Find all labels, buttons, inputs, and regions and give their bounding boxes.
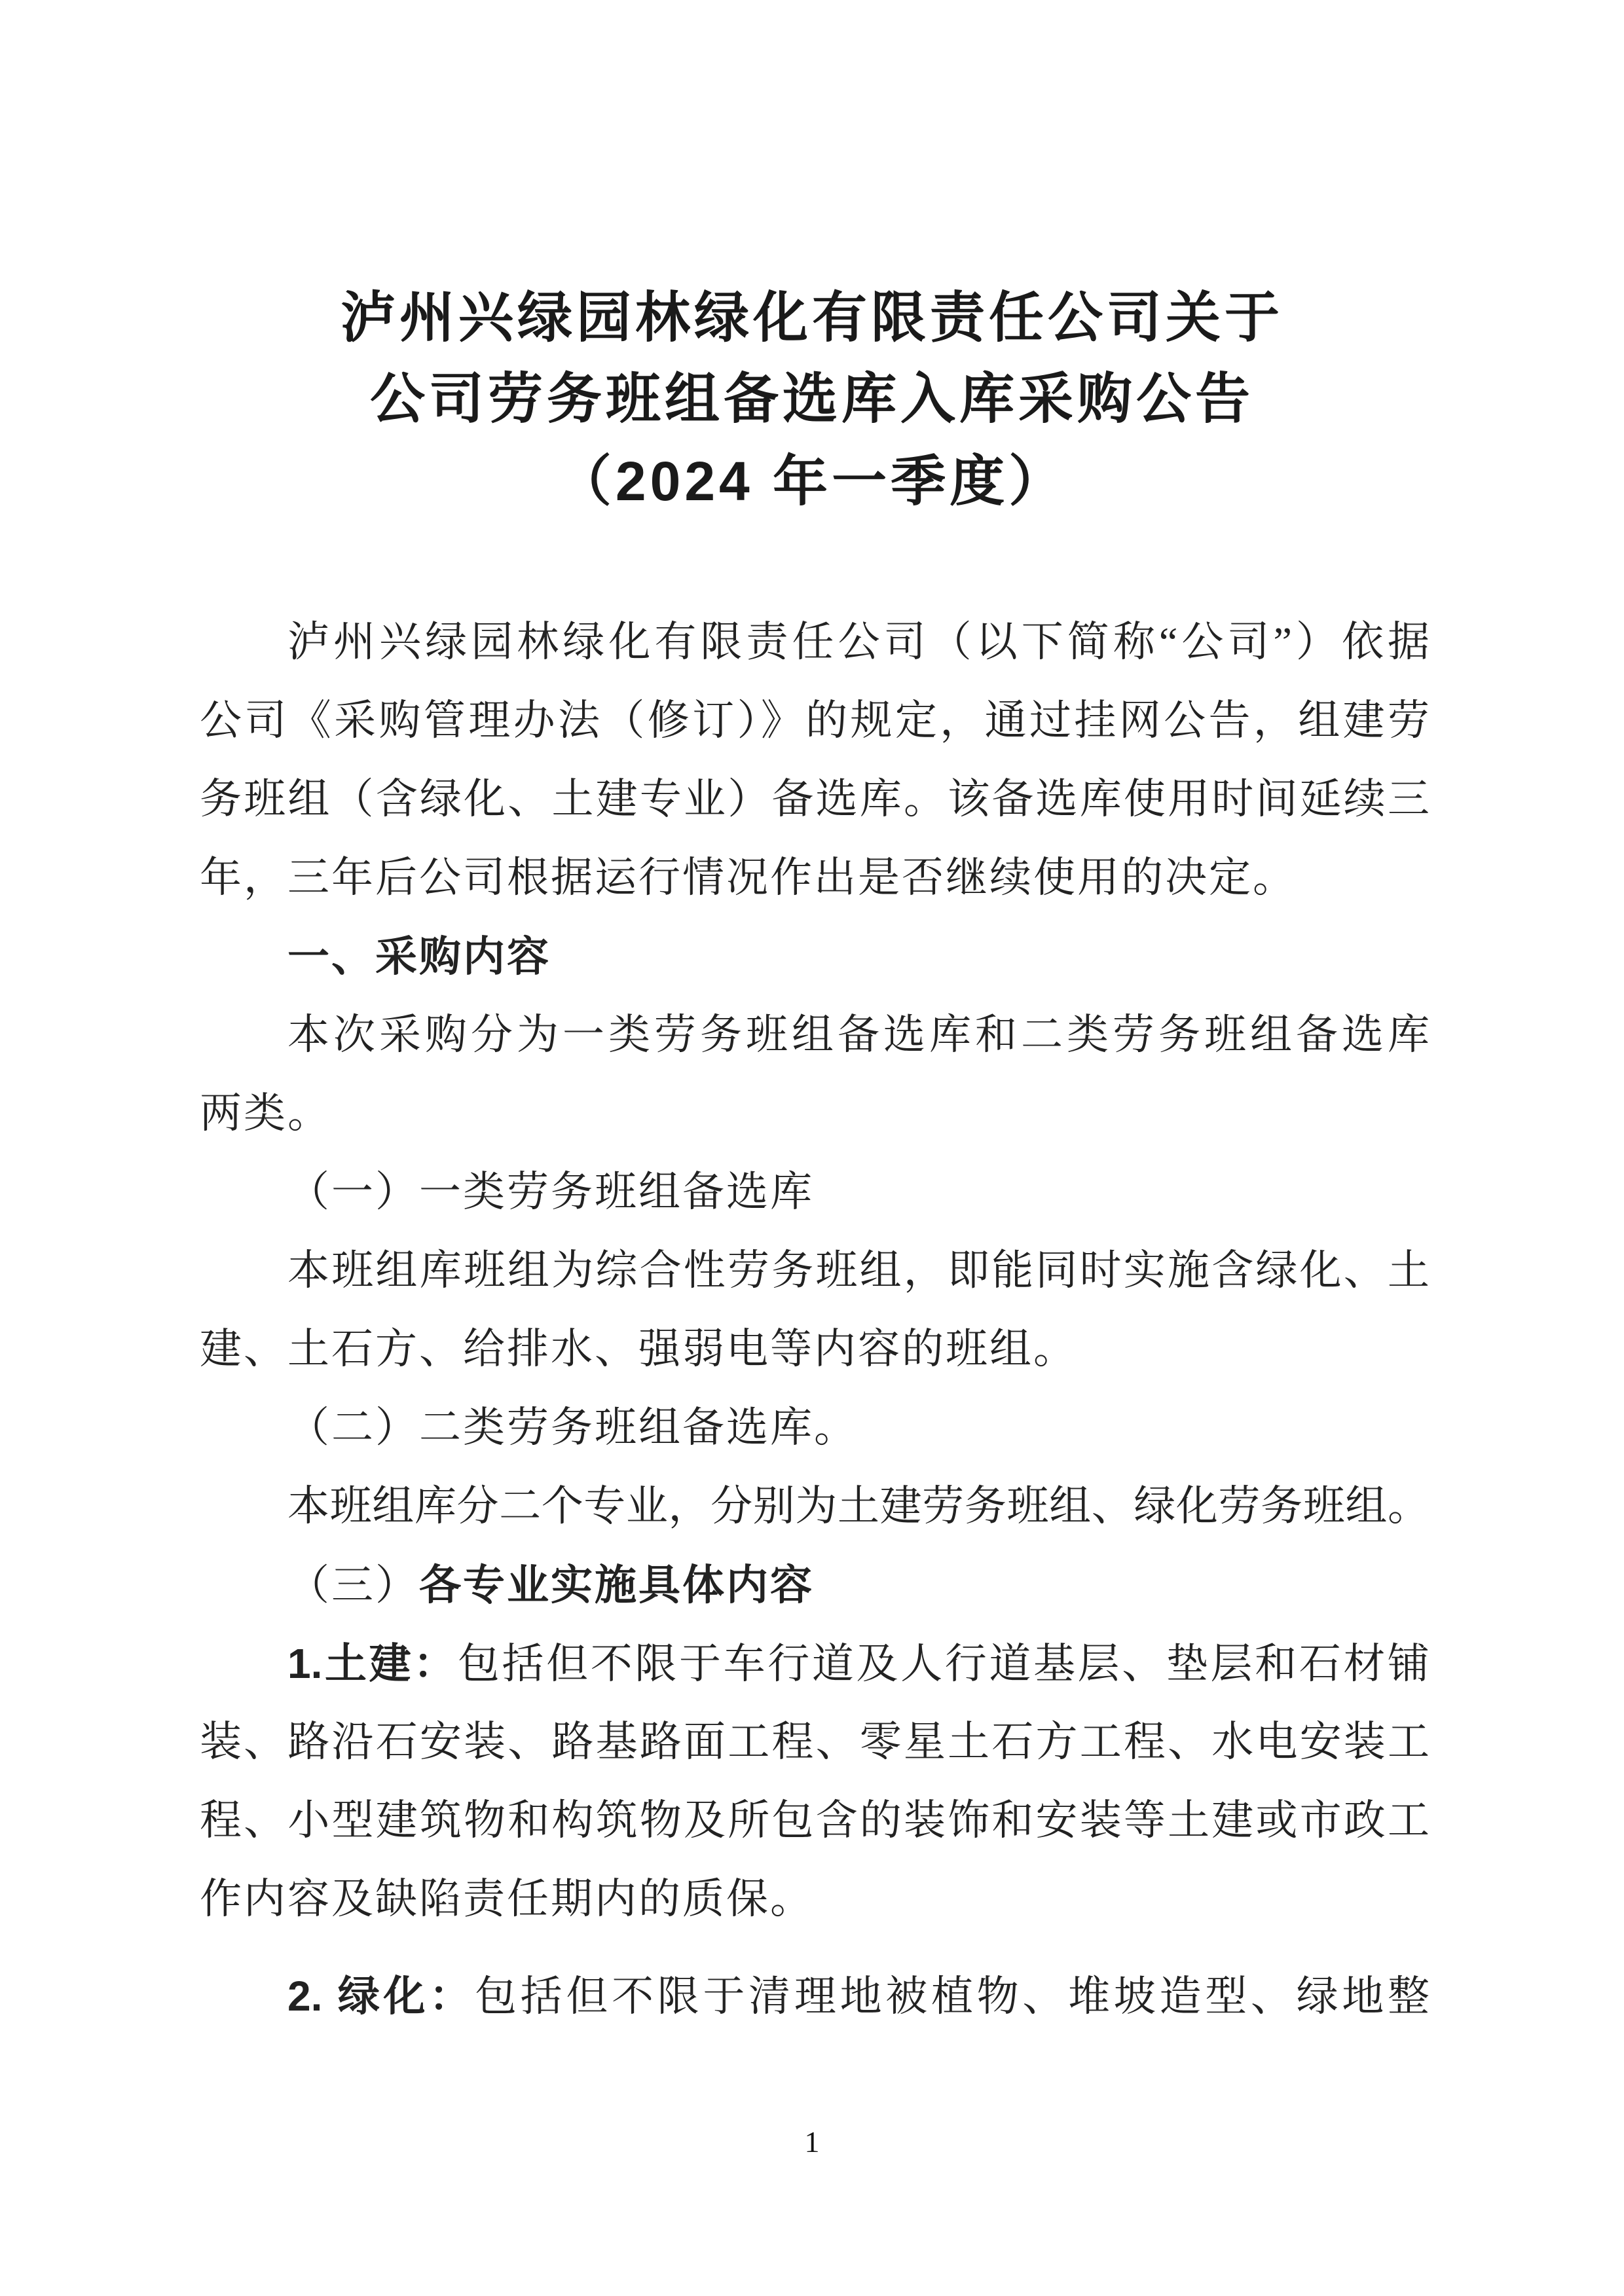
body-line: 建、土石方、给排水、强弱电等内容的班组。 [200, 1326, 1077, 1372]
body-line: 泸州兴绿园林绿化有限责任公司（以下简称“公司”）依据 [287, 619, 1430, 665]
body-line: 年，三年后公司根据运行情况作出是否继续使用的决定。 [200, 854, 1297, 901]
subsection-heading-3 [200, 1546, 1430, 1624]
body-line: 务班组（含绿化、土建专业）备选库。该备选库使用时间延续三 [200, 776, 1430, 822]
body-text-run: 包括但不限于车行道及人行道基层、垫层和石材铺 [457, 1641, 1430, 1687]
body-line: 本班组库分二个专业，分别为土建劳务班组、绿化劳务班组。 [287, 1483, 1430, 1529]
subsection-number: （三） [287, 1562, 419, 1609]
body-line: 两类。 [200, 1090, 331, 1137]
body-line: 装、路沿石安装、路基路面工程、零星土石方工程、水电安装工 [200, 1719, 1430, 1765]
document-title [0, 277, 1624, 522]
body-text-run: 包括但不限于清理地被植物、堆坡造型、绿地整 [474, 1973, 1430, 2020]
page-number: 1 [804, 2125, 820, 2159]
body-line: 本次采购分为一类劳务班组备选库和二类劳务班组备选库 [287, 1011, 1430, 1058]
body-line [200, 1624, 1430, 1703]
body-line: 本班组库班组为综合性劳务班组，即能同时实施含绿化、土 [287, 1247, 1430, 1294]
document-body [200, 603, 1430, 2035]
subsection-heading-1: （一）一类劳务班组备选库 [287, 1169, 814, 1215]
item-label-civil-works: 1.土建： [287, 1640, 458, 1687]
title-line-2: 公司劳务班组备选库入库采购公告 [369, 368, 1254, 429]
subsection-heading-text: 各专业实施具体内容 [419, 1561, 814, 1609]
body-line [200, 1957, 1430, 2035]
section-heading-1 [200, 917, 1430, 996]
item-label-greening: 2. 绿化： [287, 1973, 475, 2020]
subsection-heading-2: （二）二类劳务班组备选库。 [287, 1404, 858, 1451]
body-line: 程、小型建筑物和构筑物及所包含的装饰和安装等土建或市政工 [200, 1797, 1430, 1844]
title-line-3: （2024 年一季度） [556, 450, 1068, 512]
title-line-1: 泸州兴绿园林绿化有限责任公司关于 [340, 287, 1283, 348]
section-heading-text: 一、采购内容 [287, 933, 551, 980]
body-line: 公司《采购管理办法（修订）》的规定，通过挂网公告，组建劳 [200, 697, 1430, 744]
body-line: 作内容及缺陷责任期内的质保。 [200, 1876, 814, 1922]
